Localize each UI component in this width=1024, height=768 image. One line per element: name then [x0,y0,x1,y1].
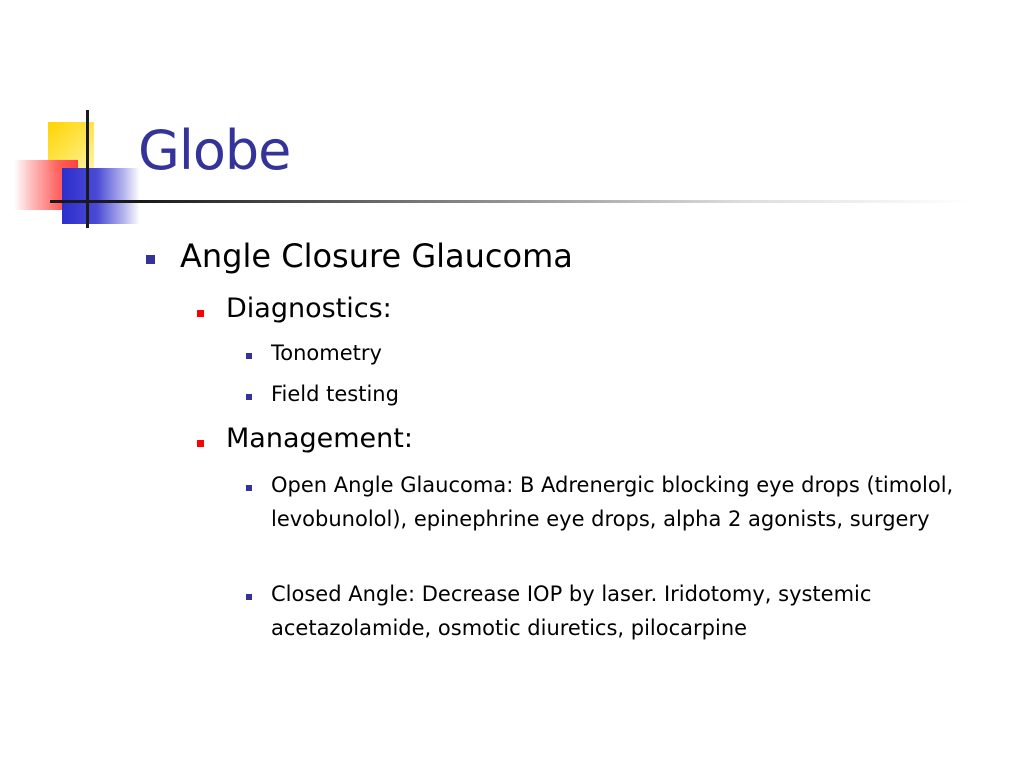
bullet-text: Diagnostics: [226,293,392,324]
square-bullet-icon [197,310,204,317]
square-bullet-icon [146,255,155,264]
slide-title: Globe [138,119,291,182]
square-bullet-icon [246,353,252,359]
square-bullet-icon [246,394,252,400]
square-bullet-icon [246,594,252,600]
bullet-text: Field testing [271,382,399,406]
bullet-text: Closed Angle: Decrease IOP by laser. Iridotomy, systemic acetazolamide, osmotic diuretics, pilocarpine [271,582,872,640]
bullet-text: Management: [226,423,413,454]
bullet-text: Open Angle Glaucoma: B Adrenergic blocking eye drops (timolol, levobunolol), epinephrine eye drops, alpha 2 agonists, surgery [271,473,954,531]
bullet-text: Angle Closure Glaucoma [180,237,573,275]
square-bullet-icon [197,440,204,447]
square-bullet-icon [246,485,252,491]
bullet-text: Tonometry [271,341,382,365]
